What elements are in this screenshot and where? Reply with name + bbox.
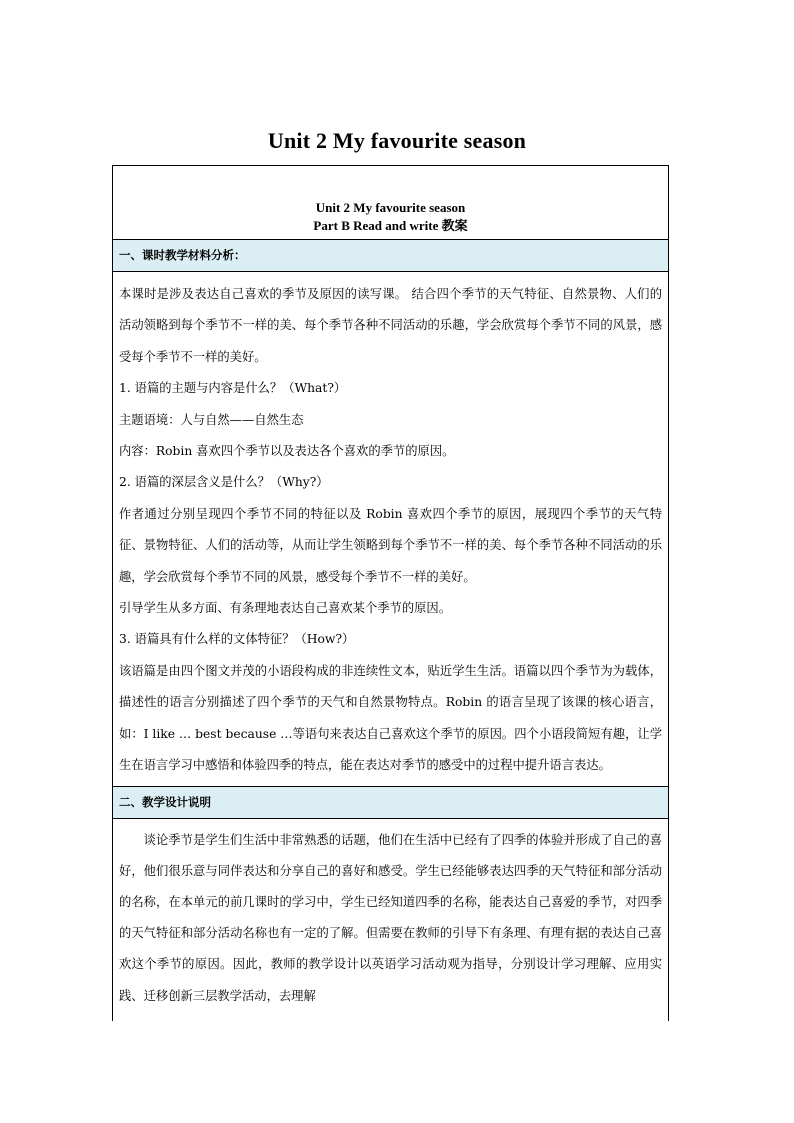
- paragraph: 内容：Robin 喜欢四个季节以及表达各个喜欢的季节的原因。: [119, 444, 455, 459]
- question-heading-how: 3. 语篇具有什么样的文体特征？（How?）: [119, 632, 355, 647]
- section-body-material-analysis: [113, 272, 668, 787]
- header-unit-title: Unit 2 My favourite season: [315, 200, 466, 215]
- paragraph: 作者通过分别呈现四个季节不同的特征以及 Robin 喜欢四个季节的原因，展现四个季节的天气特征、景物特征、人们的活动等，从而让学生领略到每个季节不一样的美、每个季节各种不同活动的乐趣，学会欣赏每个季节不同的风景，感受每个季节不一样的美好。: [119, 506, 662, 584]
- paragraph: 主题语境：人与自然——自然生态: [119, 412, 304, 427]
- question-heading-why: 2. 语篇的深层含义是什么？（Why?）: [119, 475, 329, 490]
- paragraph: 引导学生从多方面、有条理地表达自己喜欢某个季节的原因。: [119, 601, 452, 616]
- paragraph: 本课时是涉及表达自己喜欢的季节及原因的读写课。 结合四个季节的天气特征、自然景物、人们的活动领略到每个季节不一样的美、每个季节各种不同活动的乐趣，学会欣赏每个季节不同的风景，感受每个季节不一样的美好。: [119, 287, 662, 364]
- paragraph: 谈论季节是学生们生活中非常熟悉的话题，他们在生活中已经有了四季的体验并形成了自己的喜好，他们很乐意与同伴表达和分享自己的喜好和感受。学生已经能够表达四季的天气特征和部分活动的名称，在本单元的前几课时的学习中，学生已经知道四季的名称，能表达自己喜爱的季节，对四季的天气特征和部分活动名称也有一定的了解。但需要在教师的引导下有条理、有理有据的表达自己喜欢这个季节的原因。因此，教师的教学设计以英语学习活动观为指导，分别设计学习理解、应用实践、迁移创新三层教学活动，去理解: [119, 832, 662, 1003]
- section-heading-design-notes: 二、教学设计说明: [113, 787, 668, 819]
- section-body-design-notes: [113, 819, 668, 1012]
- header-part-title: Part B Read and write 教案: [313, 218, 468, 233]
- lesson-plan-table: [112, 165, 669, 1021]
- paragraph: 该语篇是由四个图文并茂的小语段构成的非连续性文本，贴近学生生活。语篇以四个季节为为载体，描述性的语言分别描述了四个季节的天气和自然景物特点。Robin 的语言呈现了该课的核心语言，如：I like … best because …等语句来表达自己喜欢这个季节的原因。四个小语段简短有趣，让学生在语言学习中感悟和体验四季的特点，能在表达对季节的感受中的过程中提升语言表达。: [119, 663, 662, 773]
- question-heading-what: 1. 语篇的主题与内容是什么？（What?）: [119, 381, 347, 396]
- table-header-cell: [113, 166, 668, 240]
- document-title: Unit 2 My favourite season: [267, 128, 527, 153]
- section-heading-material-analysis: 一、课时教学材料分析：: [113, 240, 668, 272]
